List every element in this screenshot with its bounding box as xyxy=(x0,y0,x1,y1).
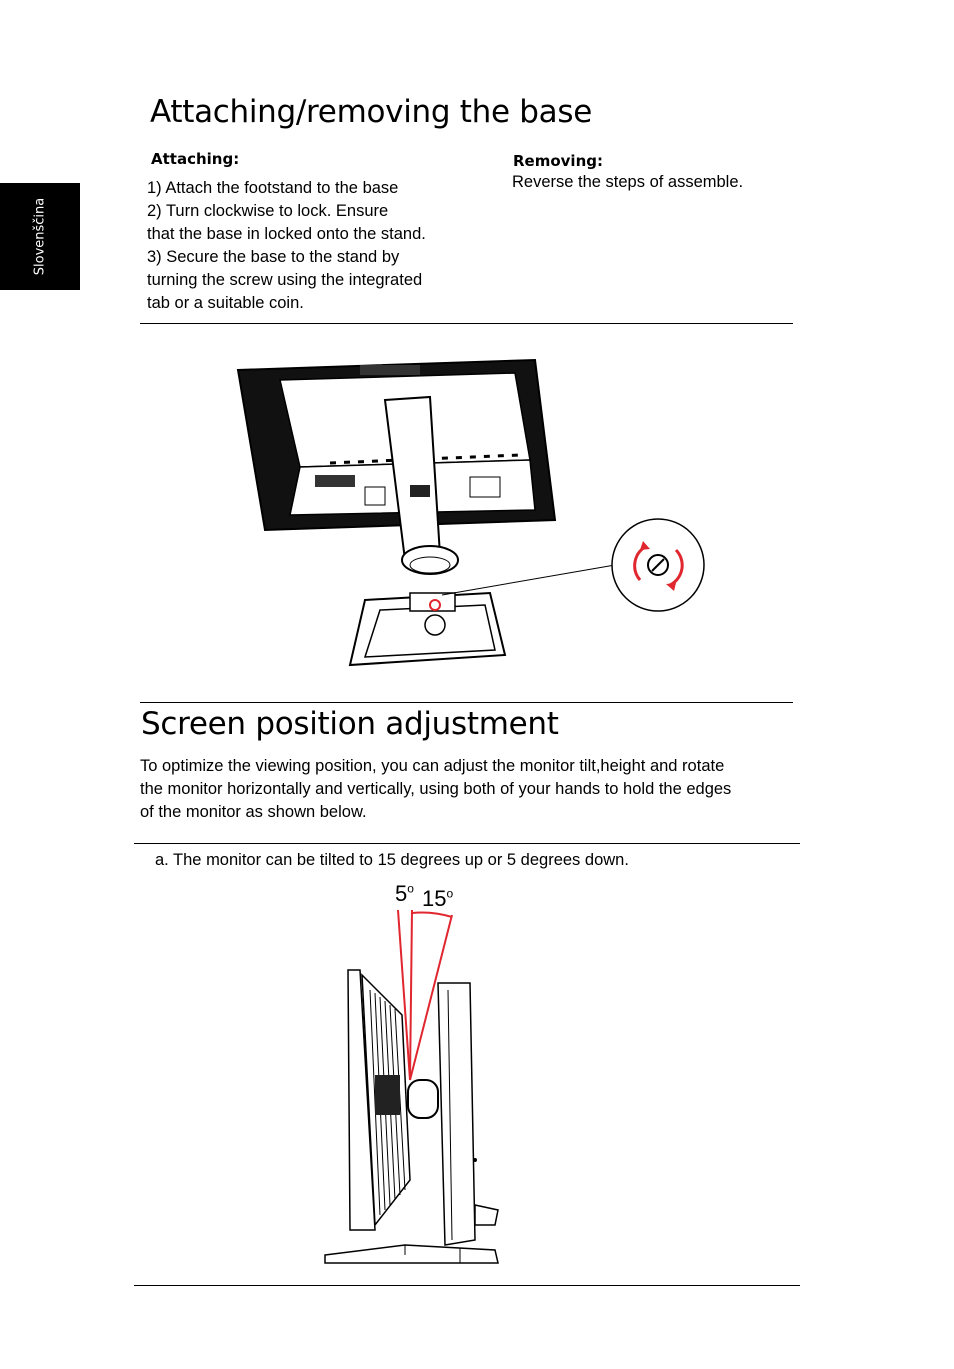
intro-line: of the monitor as shown below. xyxy=(140,803,367,821)
degree-mark: o xyxy=(446,886,454,901)
attaching-heading: Attaching: xyxy=(151,150,240,168)
intro-line: To optimize the viewing position, you can adjust the monitor tilt,height and rotate xyxy=(140,757,725,775)
divider xyxy=(140,702,793,703)
section-title-adjustment: Screen position adjustment xyxy=(141,706,559,742)
degree-mark: o xyxy=(407,881,414,896)
attaching-steps xyxy=(147,177,487,315)
removing-heading: Removing: xyxy=(513,152,603,170)
attaching-line: 1) Attach the footstand to the base xyxy=(147,179,399,197)
base-attach-illustration xyxy=(230,355,710,675)
attaching-line: turning the screw using the integrated xyxy=(147,271,423,289)
language-side-tab xyxy=(0,183,80,290)
attaching-line: 3) Secure the base to the stand by xyxy=(147,248,400,266)
tilt-down-label xyxy=(395,881,414,907)
tilt-up-value: 15 xyxy=(422,886,447,911)
divider xyxy=(134,1285,800,1286)
language-label: Slovenščina xyxy=(32,197,48,276)
tilt-illustration xyxy=(320,905,510,1270)
removing-text: Reverse the steps of assemble. xyxy=(512,173,744,191)
attaching-line: tab or a suitable coin. xyxy=(147,294,304,312)
attaching-line: that the base in locked onto the stand. xyxy=(147,225,426,243)
tilt-down-value: 5 xyxy=(395,881,408,906)
section-title-base: Attaching/removing the base xyxy=(150,94,593,130)
intro-line: the monitor horizontally and vertically, using both of your hands to hold the edges xyxy=(140,780,732,798)
attaching-line: 2) Turn clockwise to lock. Ensure xyxy=(147,202,389,220)
divider xyxy=(140,323,793,324)
divider xyxy=(134,843,800,844)
adjustment-intro xyxy=(140,755,820,824)
item-a-text: a. The monitor can be tilted to 15 degrees up or 5 degrees down. xyxy=(155,851,629,869)
